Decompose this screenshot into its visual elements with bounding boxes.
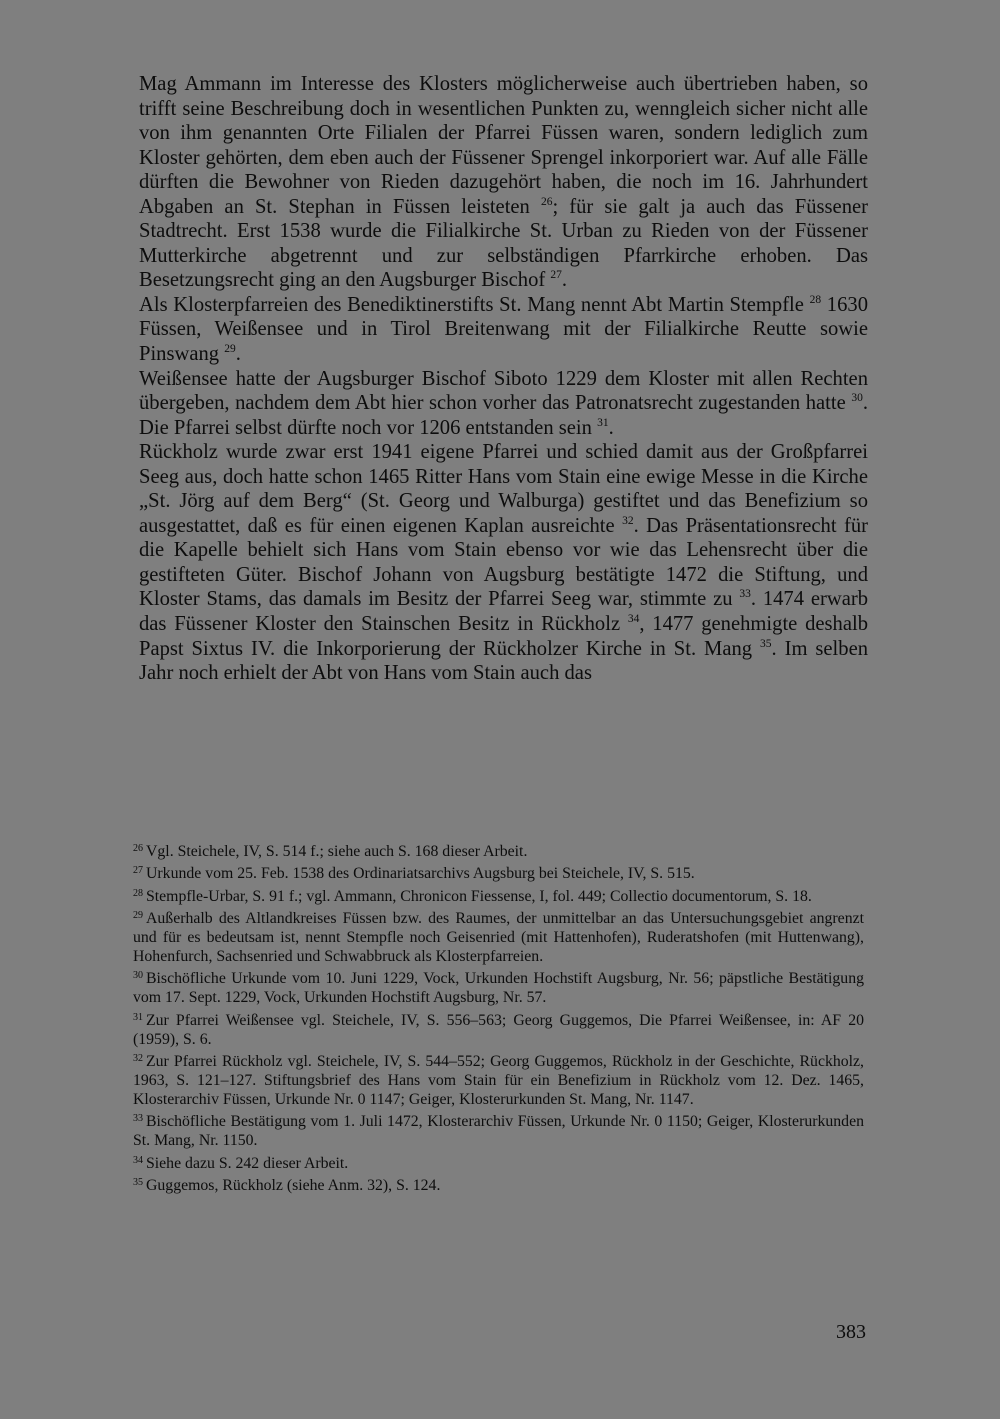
footnote-reference: 33 (739, 588, 751, 601)
footnote-text: Zur Pfarrei Weißensee vgl. Steichele, IV, S. 556–563; Georg Guggemos, Die Pfarrei Weißensee, in: AF 20 (1959), S. 6. (133, 1011, 864, 1048)
footnote-text: Bischöfliche Urkunde vom 10. Juni 1229, Vock, Urkunden Hochstift Augsburg, Nr. 56; päpstliche Bestätigung vom 17. Sept. 1229, Vock, Urkunden Hochstift Augsburg, Nr. 57. (133, 970, 864, 1007)
footnote-text: Vgl. Steichele, IV, S. 514 f.; siehe auch S. 168 dieser Arbeit. (146, 843, 528, 860)
footnote-number: 30 (133, 970, 143, 982)
footnote-number: 35 (133, 1177, 143, 1188)
footnote-text: Urkunde vom 25. Feb. 1538 des Ordinariatsarchivs Augsburg bei Steichele, IV, S. 515. (146, 865, 695, 883)
footnote-reference: 35 (760, 637, 772, 650)
footnote-reference: 28 (809, 293, 822, 306)
footnote (133, 967, 864, 1008)
main-text (139, 72, 868, 686)
footnote (133, 1009, 864, 1050)
footnote (133, 1050, 864, 1110)
footnote (133, 862, 864, 884)
footnote-reference: 27 (550, 269, 562, 282)
footnote-reference: 31 (597, 416, 609, 429)
footnote-number: 33 (133, 1113, 143, 1125)
footnote-number: 27 (133, 865, 143, 877)
footnote (133, 1152, 864, 1174)
paragraph: Mag Ammann im Interesse des Klosters möglicherweise auch übertrieben haben, so trifft seine Beschreibung doch in wesentlichen Punkten zu, wenngleich sicher nicht alle von ihm genannten Orte Filialen der Pfarrei Füssen waren, sondern lediglich zum Kloster gehörten, dem eben auch der Füssener Sprengel inkorporiert war. Auf alle Fälle dürften die Bewohner von Rieden dazugehört haben, die noch im 16. Jahrhundert Abgaben an St. Stephan in Füssen leisteten $^{26}$; für sie galt ja auch das Füssener Stadtrecht. Erst 1538 wurde die Filialkirche St. Urban zu Rieden von der Füssener Mutterkirche abgetrennt und zur selbständigen Pfarrkirche erhoben. Das Besetzungsrecht ging an den Augsburger Bischof $^{27}$. (139, 73, 868, 292)
footnote (133, 885, 864, 907)
footnote (133, 1110, 864, 1151)
footnote-number: 28 (133, 887, 143, 899)
footnote-text: Guggemos, Rückholz (siehe Anm. 32), S. 124. (146, 1177, 441, 1194)
footnote-text: Zur Pfarrei Rückholz vgl. Steichele, IV, S. 544–552; Georg Guggemos, Rückholz in der Geschichte, Rückholz, 1963, S. 121–127. Stiftungsbrief des Hans vom Stain für ein Benefizium in Rückholz vom 12. Dez. 1465, Klosterarchiv Füssen, Urkunde Nr. 0 1147; Geiger, Klosterurkunden St. Mang, Nr. 1147. (133, 1053, 864, 1108)
footnote (133, 840, 864, 862)
footnote-number: 31 (133, 1011, 143, 1023)
footnote-reference: 32 (622, 514, 634, 527)
footnote-reference: 34 (627, 613, 640, 626)
paragraph: Als Klosterpfarreien des Benediktinerstifts St. Mang nennt Abt Martin Stempfle $^{28}$ 1630 Füssen, Weißensee und in Tirol Breitenwang mit der Filialkirche Reutte sowie Pinswang $^{29}$. (139, 293, 868, 366)
footnote (133, 907, 864, 967)
footnotes (133, 840, 864, 1196)
footnote-reference: 26 (540, 195, 553, 208)
footnote-number: 32 (133, 1053, 143, 1065)
footnote-text: Außerhalb des Altlandkreises Füssen bzw. des Raumes, der unmittelbar an das Untersuchungsgebiet angrenzt und für es bedeutsam ist, nennt Stempfle noch Geisenried (mit Hattenhofen), Ruderatshofen (mit Huttenwang), Hohenfurch, Sachsenried und Schwabbruck als Klosterpfarreien. (133, 910, 864, 966)
footnote-reference: 29 (224, 343, 236, 356)
footnote-text: Bischöfliche Bestätigung vom 1. Juli 1472, Klosterarchiv Füssen, Urkunde Nr. 0 1150; Geiger, Klosterurkunden St. Mang, Nr. 1150. (133, 1113, 864, 1150)
footnote-number: 34 (133, 1154, 143, 1166)
paragraph: Rückholz wurde zwar erst 1941 eigene Pfarrei und schied damit aus der Großpfarrei Seeg aus, doch hatte schon 1465 Ritter Hans vom Stain eine ewige Messe in die Kirche „St. Jörg auf dem Berg“ (St. Georg und Walburga) gestiftet und das Benefizium so ausgestattet, daß es für einen eigenen Kaplan ausreichte $^{32}$. Das Präsentationsrecht für die Kapelle behielt sich Hans vom Stain ebenso vor wie das Lehensrecht über die gestifteten Güter. Bischof Johann von Augsburg bestätigte 1472 die Stiftung, und Kloster Stams, das damals im Besitz der Pfarrei Seeg war, stimmte zu $^{33}$. 1474 erwarb das Füssener Kloster den Stainschen Besitz in Rückholz $^{34}$, 1477 genehmigte deshalb Papst Sixtus IV. die Inkorporierung der Rückholzer Kirche in St. Mang $^{35}$. Im selben Jahr noch erhielt der Abt von Hans vom Stain auch das (139, 441, 869, 685)
footnote-text: Siehe dazu S. 242 dieser Arbeit. (146, 1154, 349, 1172)
footnote-reference: 30 (851, 392, 863, 405)
paragraph: Weißensee hatte der Augsburger Bischof Siboto 1229 dem Kloster mit allen Rechten übergeben, nachdem dem Abt hier schon vorher das Patronatsrecht zugestanden hatte $^{30}$. Die Pfarrei selbst dürfte noch vor 1206 entstanden sein $^{31}$. (139, 367, 868, 439)
footnote (133, 1174, 864, 1196)
footnote-number: 29 (133, 910, 143, 922)
footnote-number: 26 (133, 843, 143, 854)
footnote-text: Stempfle-Urbar, S. 91 f.; vgl. Ammann, Chronicon Fiessense, I, fol. 449; Collectio documentorum, S. 18. (146, 887, 812, 905)
page-number: 383 (836, 1321, 866, 1343)
